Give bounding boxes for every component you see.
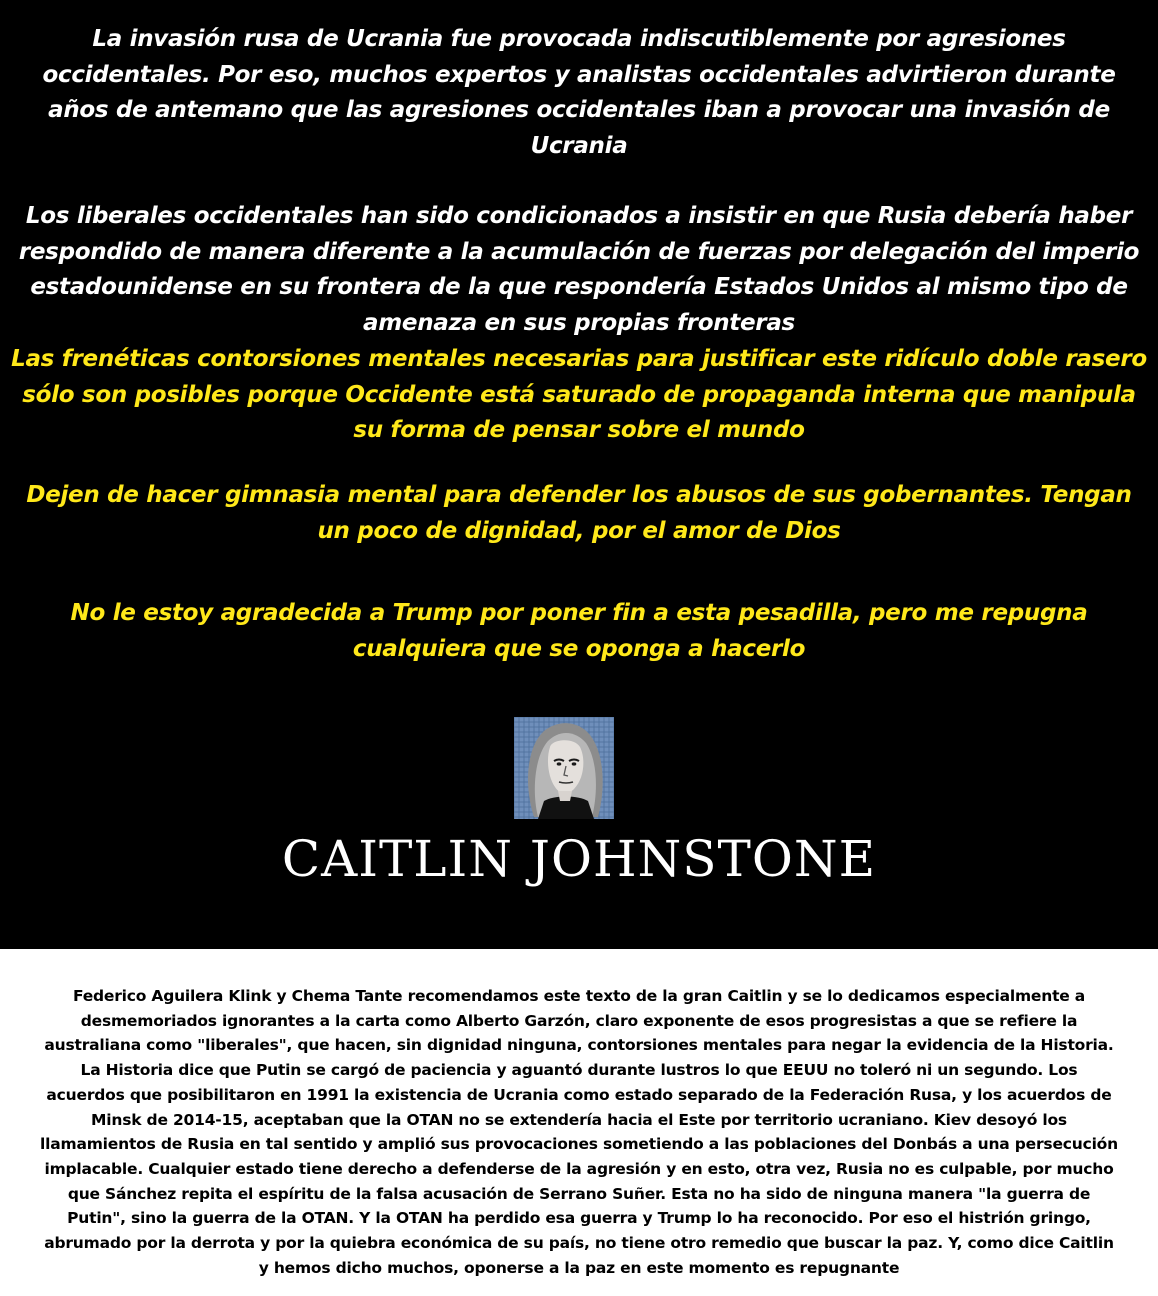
quote-paragraph-4: Dejen de hacer gimnasia mental para defender los abusos de sus gobernantes. Tengan un poco de dignidad, por el amor de Dios [26, 482, 1132, 544]
author-name: CAITLIN JOHNSTONE [281, 830, 877, 888]
author-portrait [514, 717, 614, 819]
quote-paragraph-2: Los liberales occidentales han sido condicionados a insistir en que Rusia debería haber respondido de manera diferente a la acumulación de fuerzas por delegación del imperio estadounidense en su frontera de la que respondería Estados Unidos al mismo tipo de amenaza en sus propias fronteras [18, 203, 1140, 336]
quote-paragraph-3: Las frenéticas contorsiones mentales necesarias para justificar este ridículo doble rasero sólo son posibles porque Occidente está saturado de propaganda interna que manipula su forma de pensar sobre el mundo [11, 346, 1147, 443]
commentary-text: Federico Aguilera Klink y Chema Tante recomendamos este texto de la gran Caitlin y se lo dedicamos especialmente a desmemoriados ignorantes a la carta como Alberto Garzón, claro exponente de esos progresistas a que se refiere la australiana como "liberales", que hacen, sin dignidad ninguna, contorsiones mentales para negar la evidencia de la Historia. La Historia dice que Putin se cargó de paciencia y aguantó durante lustros lo que EEUU no toleró ni un segundo. Los acuerdos que posibilitaron en 1991 la existencia de Ucrania como estado separado de la Federación Rusa, y los acuerdos de Minsk de 2014-15, aceptaban que la OTAN no se extendería hacia el Este por territorio ucraniano. Kiev desoyó los llamamientos de Rusia en tal sentido y amplió sus provocaciones sometiendo a las poblaciones del Donbás a una persecución implacable. Cualquier estado tiene derecho a defenderse de la agresión y en esto, otra vez, Rusia no es culpable, por mucho que Sánchez repita el espíritu de la falsa acusación de Serrano Suñer. Esta no ha sido de ninguna manera "la guerra de Putin", sino la guerra de la OTAN. Y la OTAN ha perdido esa guerra y Trump lo ha reconocido. Por eso el histrión gringo, abrumado por la derrota y por la quiebra económica de su país, no tiene otro remedio que buscar la paz. Y, como dice Caitlin y hemos dicho muchos, oponerse a la paz en este momento es repugnante [40, 987, 1118, 1277]
quote-paragraph-5: No le estoy agradecida a Trump por poner fin a esta pesadilla, pero me repugna cualquiera que se oponga a hacerlo [70, 600, 1088, 662]
quote-paragraph-1: La invasión rusa de Ucrania fue provocada indiscutiblemente por agresiones occidentales. Por eso, muchos expertos y analistas occidentales advirtieron durante años de antemano que las agresiones occidentales iban a provocar una invasión de Ucrania [42, 26, 1116, 159]
